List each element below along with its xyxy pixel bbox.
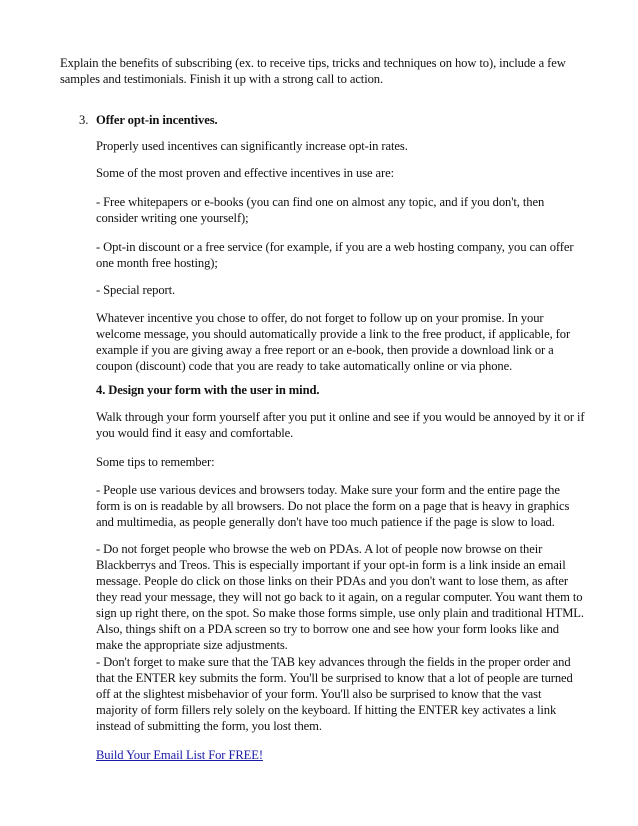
paragraph-walk-through-form: Walk through your form yourself after you put it online and see if you would be annoyed by it or if you would find it easy and comfortable. [96, 410, 585, 440]
intro-paragraph: Explain the benefits of subscribing (ex. to receive tips, tricks and techniques on how to), include a few samples and testimonials. Finish it up with a strong call to action. [60, 56, 566, 86]
list-item-devices-browsers: - People use various devices and browsers today. Make sure your form and the entire page the form is on is readable by all browsers. Do not place the form on a page that is heavy in graphics and multimedia, as people generally don't have too much patience if the page is slow to load. [96, 483, 570, 529]
build-email-list-link[interactable]: Build Your Email List For FREE! [96, 748, 263, 762]
heading-design-form: 4. Design your form with the user in mind. [96, 383, 320, 397]
list-item-pda-browsing: - Do not forget people who browse the web on PDAs. A lot of people now browse on their Blackberrys and Treos. This is especially important if your opt-in form is a link inside an email message. People do click on those links on their PDAs and you don't want to lose them, as after they read your message, they will not go back to it again, on a regular computer. You want them to sign up right there, on the spot. So make those forms simple, use only plain and traditional HTML. Also, things shift on a PDA screen so try to borrow one and see how your form looks like and make the appropriate size adjustments. [96, 542, 584, 652]
list-item-tab-enter-keys: - Don't forget to make sure that the TAB key advances through the fields in the proper order and that the ENTER key submits the form. You'll be surprised to know that a lot of people are turned off at the slightest misbehavior of your form. You'll also be surprised to know that the vast majority of form fillers rely solely on the keyboard. If hitting the ENTER key activates a link instead of submitting the form, you lost them. [96, 655, 573, 733]
paragraph-proven-incentives: Some of the most proven and effective incentives in use are: [96, 166, 395, 180]
paragraph-incentives-increase-rates: Properly used incentives can significantly increase opt-in rates. [96, 139, 408, 153]
heading-offer-opt-in-incentives: Offer opt-in incentives. [96, 113, 218, 127]
list-item-whitepapers: - Free whitepapers or e-books (you can find one on almost any topic, and if you don't, then consider writing one yourself); [96, 195, 545, 225]
paragraph-follow-up-promise: Whatever incentive you chose to offer, do not forget to follow up on your promise. In your welcome message, you should automatically provide a link to the free product, if applicable, for example if you are giving away a free report or an e-book, then provide a download link or a coupon (discount) code that you are ready to take automatically online or via phone. [96, 311, 571, 373]
list-number-3: 3. [79, 113, 89, 127]
paragraph-tips-to-remember: Some tips to remember: [96, 455, 215, 469]
list-item-special-report: - Special report. [96, 283, 176, 297]
list-item-opt-in-discount: - Opt-in discount or a free service (for example, if you are a web hosting company, you can offer one month free hosting); [96, 240, 574, 270]
